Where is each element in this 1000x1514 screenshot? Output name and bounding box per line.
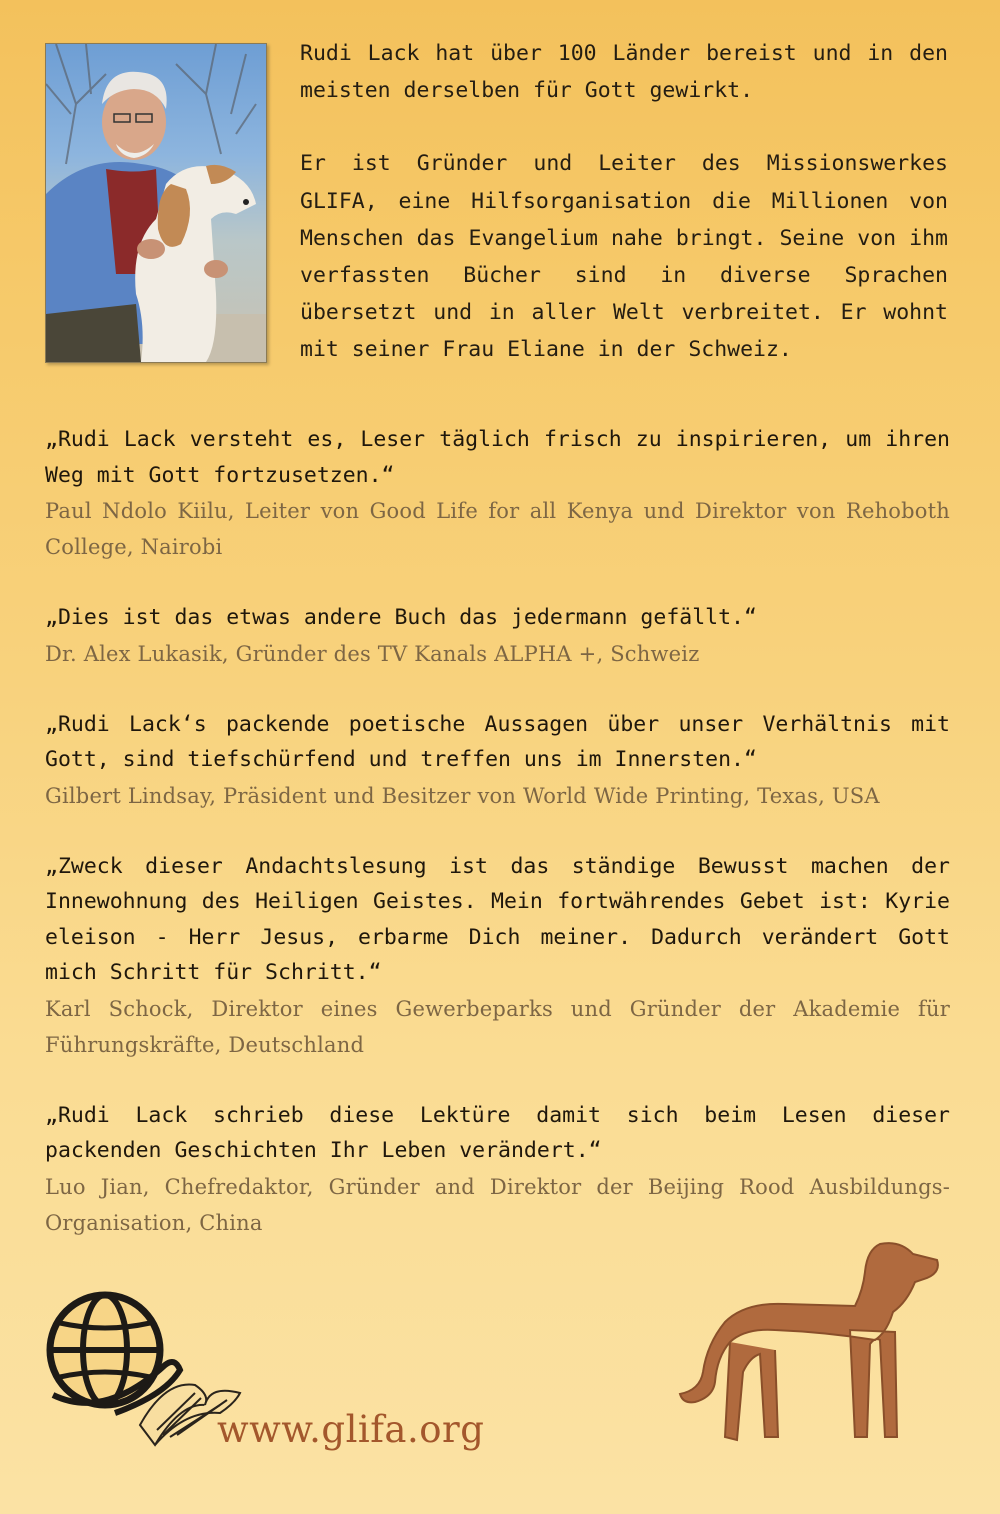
website-link[interactable]: www.glifa.org [217,1408,485,1451]
bio-paragraph: Rudi Lack hat über 100 Länder bereist und in den meisten derselben für Gott gewirkt. [300,41,948,104]
quote-text: „Rudi Lack schrieb diese Lektüre damit sich beim Lesen dieser packenden Geschichten Ihr Leben verändert.“ [45,1102,950,1163]
testimonial [45,422,950,565]
bio-paragraph: Er ist Gründer und Leiter des Missionswerkes GLIFA, eine Hilfsorganisation die Millionen von Menschen das Evangelium nahe bringt. Seine von ihm verfassten Bücher sind in diverse Sprachen übersetzt und in aller Welt verbreitet. Er wohnt mit seiner Frau Eliane in der Schweiz. [300,151,948,363]
quote-text: „Zweck dieser Andachtslesung ist das ständige Bewusst machen der Innewohnung des Heiligen Geistes. Mein fortwährendes Gebet ist: Kyrie eleison - Herr Jesus, erbarme Dich meiner. Dadurch verändert Gott mich Schritt für Schritt.“ [45,853,950,985]
quote-author: Karl Schock, Direktor eines Gewerbeparks und Gründer der Akademie für Führungskräfte, Deutschland [45,996,950,1057]
testimonial [45,600,950,672]
testimonial [45,707,950,814]
testimonials [45,422,950,1276]
testimonial [45,849,950,1063]
quote-author: Luo Jian, Chefredaktor, Gründer and Direktor der Beijing Rood Ausbildungs-Organisation, China [45,1174,950,1235]
dog-silhouette-icon [675,1232,943,1452]
author-photo [45,43,267,363]
quote-author: Paul Ndolo Kiilu, Leiter von Good Life for all Kenya und Direktor von Rehoboth College, Nairobi [45,499,950,559]
testimonial [45,1098,950,1241]
quote-text: „Dies ist das etwas andere Buch das jedermann gefällt.“ [45,605,757,630]
quote-text: „Rudi Lack‘s packende poetische Aussagen über unser Verhältnis mit Gott, sind tiefschürfend und treffen uns im Innersten.“ [45,711,950,772]
quote-text: „Rudi Lack versteht es, Leser täglich frisch zu inspirieren, um ihren Weg mit Gott fortzusetzen.“ [45,427,950,488]
author-bio [300,35,948,405]
quote-author: Gilbert Lindsay, Präsident und Besitzer von World Wide Printing, Texas, USA [45,783,880,808]
quote-author: Dr. Alex Lukasik, Gründer des TV Kanals ALPHA +, Schweiz [45,641,700,666]
